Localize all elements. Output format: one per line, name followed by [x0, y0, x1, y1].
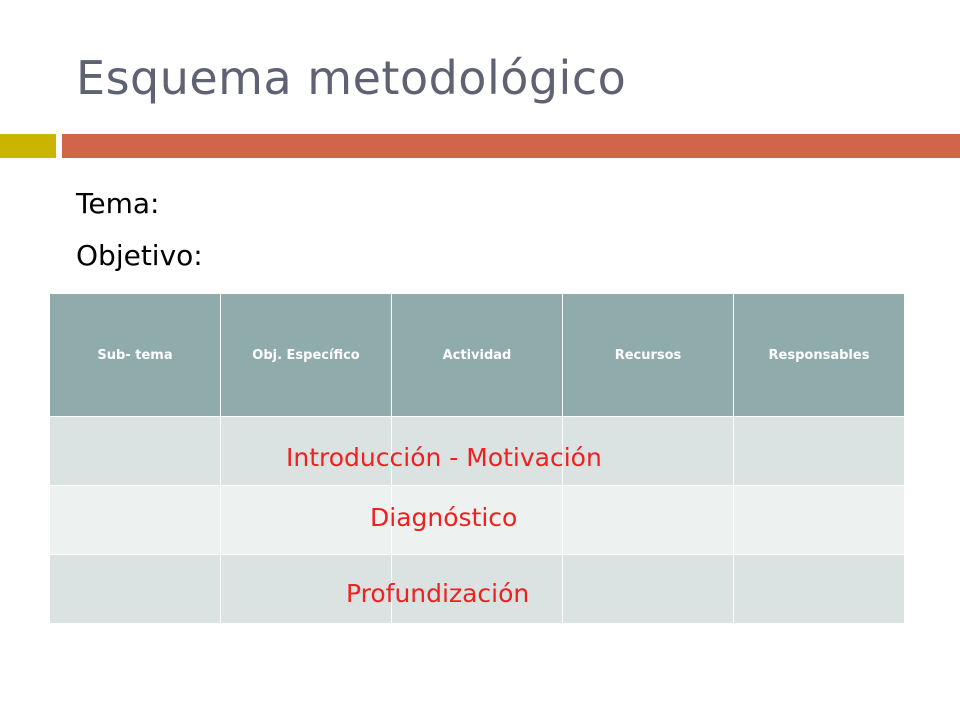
table-cell [563, 555, 734, 624]
slide-title: Esquema metodológico [76, 51, 627, 105]
header-sub-tema: Sub- tema [50, 294, 221, 417]
table-cell [734, 555, 905, 624]
header-actividad: Actividad [392, 294, 563, 417]
header-obj-especifico: Obj. Específico [221, 294, 392, 417]
header-responsables: Responsables [734, 294, 905, 417]
table-cell [734, 486, 905, 555]
accent-bar-yellow [0, 134, 56, 158]
objetivo-label: Objetivo: [76, 239, 203, 272]
table-cell [221, 486, 392, 555]
table-cell [563, 486, 734, 555]
table-cell [50, 417, 221, 486]
table-cell [50, 486, 221, 555]
table-header-row [50, 294, 905, 417]
table-cell [734, 417, 905, 486]
overlay-introduccion-motivacion: Introducción - Motivación [286, 443, 602, 472]
header-recursos: Recursos [563, 294, 734, 417]
accent-bar-orange [62, 134, 960, 158]
overlay-diagnostico: Diagnóstico [370, 503, 518, 532]
overlay-profundizacion: Profundización [346, 579, 530, 608]
tema-label: Tema: [76, 187, 160, 220]
table-cell [50, 555, 221, 624]
